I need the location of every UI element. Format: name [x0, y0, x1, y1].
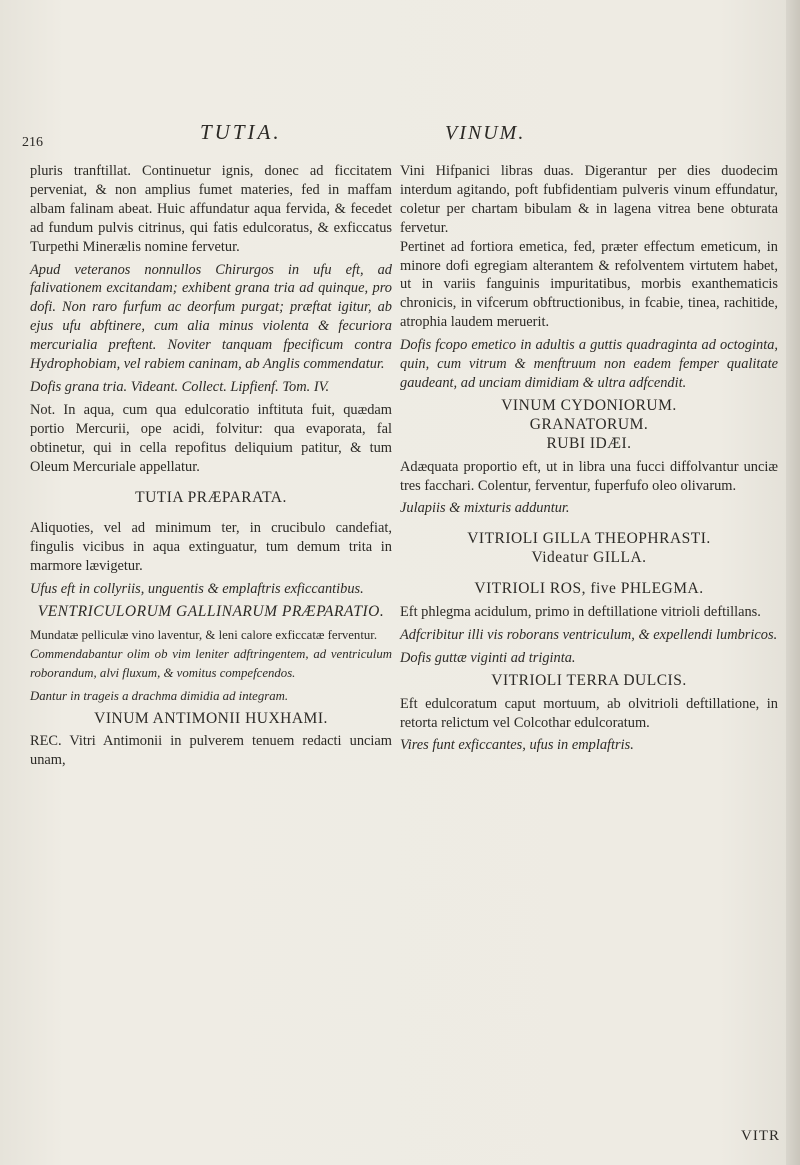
page-edge — [786, 0, 800, 1165]
text-paragraph: Aliquoties, vel ad minimum ter, in crucibulo candefiat, fingulis vicibus in aqua extinguatur, tum demum trita in marmore lævigetur. — [30, 520, 392, 575]
section-heading: GRANATORUM. — [529, 415, 649, 433]
text-paragraph: Apud veteranos nonnullos Chirurgos in ufu eft, ad falivationem excitandam; exhibent grana tria ad quinque, pro dofi. Non raro furfum ac deorfum purgat; præftat igitur, ab ejus ufu abftinere, cum alia minus violenta & fecuriora mercurialia preftent. Noviter tanquam fpecificum contra Hydrophobiam, vel rabiem caninam, ab Anglis commendatur. — [30, 261, 392, 373]
section-heading: VITRIOLI ROS, five PHLEGMA. — [474, 580, 704, 598]
text-paragraph: Eft phlegma acidulum, primo in deftillatione vitrioli deftillans. — [400, 604, 761, 621]
text-paragraph: Not. In aqua, cum qua edulcoratio inftituta fuit, quædam portio Mercurii, ope acidi, folvitur: qua evaporata, fal obtinetur, qui in cella repofitus deliquium patitur, & tum Oleum Mercuriale appellatur. — [30, 401, 392, 475]
text-paragraph: Commendabantur olim ob vim leniter adftringentem, ad ventriculum roborandum, alvi fluxum, & vomitus compefcendos. — [30, 646, 392, 680]
section-heading: VENTRICULORUM GALLINARUM PRÆPARATIO. — [37, 603, 385, 621]
text-paragraph: Dofis guttæ viginti ad triginta. — [400, 649, 576, 666]
text-paragraph: Julapiis & mixturis adduntur. — [400, 500, 570, 517]
text-paragraph: Vires funt exficcantes, ufus in emplaftris. — [400, 737, 634, 754]
section-heading: VITRIOLI GILLA THEOPHRASTI. — [467, 530, 711, 548]
text-paragraph: Dofis grana tria. Videant. Collect. Lipfienf. Tom. IV. — [30, 378, 330, 395]
text-paragraph: Ufus eft in collyriis, unguentis & emplaftris exficcantibus. — [30, 581, 364, 598]
text-paragraph: Dantur in trageis a drachma dimidia ad integram. — [30, 688, 289, 703]
text-paragraph: Vini Hifpanici libras duas. Digerantur per dies duodecim interdum agitando, poft fubfidentiam pulveris vinum effundatur, coletur per chartam bibulam & in lagena vitrea bene obturata fervetur. — [400, 163, 778, 236]
section-heading: VINUM ANTIMONII HUXHAMI. — [94, 709, 328, 727]
spacer — [30, 507, 392, 519]
running-head-right: VINUM. — [445, 122, 526, 144]
section-heading: TUTIA PRÆPARATA. — [135, 488, 287, 506]
section-heading: VITRIOLI TERRA DULCIS. — [491, 671, 687, 689]
catchword: VITR — [741, 1128, 780, 1144]
spacer — [30, 477, 392, 489]
page-number: 216 — [22, 135, 43, 150]
right-column — [400, 162, 778, 755]
text-paragraph: Pertinet ad fortiora emetica, fed, præter effectum emeticum, in minore dofi egregiam alterantem & refolventem virtutem habet, ut in variis fanguinis impuritatibus, morbis exanthematicis chronicis, in vifcerum obftructionibus, in fcabie, tinea, rachitide, atrophia laudem meruerit. — [400, 238, 778, 331]
spacer — [400, 518, 778, 530]
text-paragraph: Adfcribitur illi vis roborans ventriculum, & expellendi lumbricos. — [400, 626, 778, 643]
text-paragraph: Mundatæ pelliculæ vino laventur, & leni calore exficcatæ ferventur. — [30, 627, 378, 642]
text-paragraph: Dofis fcopo emetico in adultis a guttis quadraginta ad octoginta, quin, cum vitrum & menftruum non eadem femper qualitate gaudeant, ad unciam dimidiam & ultra adfcendit. — [400, 337, 778, 391]
text-paragraph: Eft edulcoratum caput mortuum, ab olvitrioli deftillatione, in retorta relictum vel Colcothar edulcoratum. — [400, 695, 778, 731]
text-paragraph: pluris tranftillat. Continuetur ignis, donec ad ficcitatem perveniat, & non amplius fumet materies, fed in maffam albam falinam abeat. Huic affundatur aqua fervida, & fecedet ad fundum pulvis citrinus, qui fatis edulcoratus, & exficcatus Turpethi Minerælis nomine fervetur. — [30, 163, 392, 255]
text-paragraph: REC. Vitri Antimonii in pulverem tenuem redacti unciam unam, — [30, 733, 392, 769]
section-heading: RUBI IDÆI. — [546, 434, 632, 452]
section-heading: Videatur GILLA. — [531, 549, 647, 567]
left-column — [30, 162, 392, 770]
spacer — [400, 568, 778, 580]
running-head-left: TUTIA. — [200, 120, 282, 144]
text-paragraph: Adæquata proportio eft, ut in libra una fucci diffolvantur unciæ tres facchari. Colentur, ferventur, fuperfufo oleo olivarum. — [400, 458, 778, 494]
section-heading: VINUM CYDONIORUM. — [501, 396, 677, 414]
